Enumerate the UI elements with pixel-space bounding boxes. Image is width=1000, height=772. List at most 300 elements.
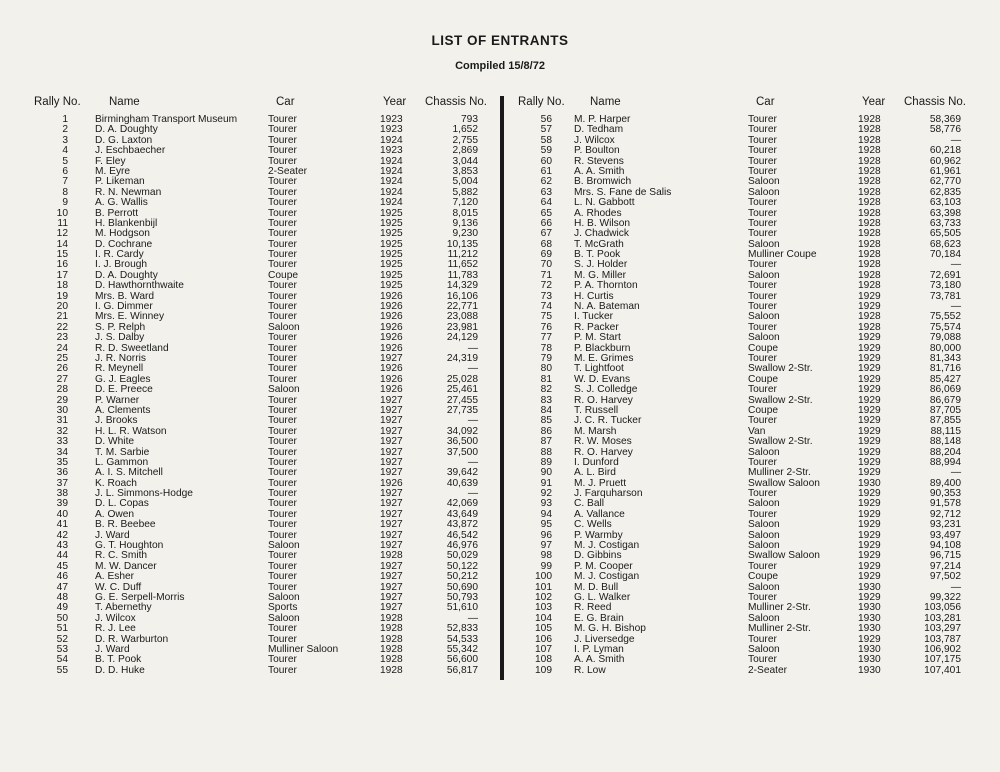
year-cell: 1927 (380, 456, 403, 468)
car-cell: Tourer (748, 134, 777, 146)
car-cell: Tourer (268, 436, 297, 448)
year-cell: 1928 (858, 176, 881, 188)
year-cell: 1929 (858, 446, 881, 458)
car-cell: Saloon (748, 446, 780, 458)
name-cell: G. L. Walker (574, 591, 631, 603)
rally-no-cell: 23 (56, 332, 68, 344)
year-cell: 1930 (858, 612, 881, 624)
rally-no-cell: 94 (540, 508, 552, 520)
name-cell: B. T. Pook (574, 249, 621, 261)
rally-no-cell: 73 (540, 290, 552, 302)
rally-no-cell: 86 (540, 425, 552, 437)
chassis-cell: 25,028 (446, 373, 478, 385)
car-cell: Tourer (268, 332, 297, 344)
name-cell: P. M. Start (574, 332, 621, 344)
rally-no-cell: 77 (540, 332, 552, 344)
rally-no-cell: 100 (535, 571, 552, 583)
name-cell: R. D. Sweetland (95, 342, 169, 354)
chassis-cell: 58,369 (929, 114, 961, 125)
car-cell: Tourer (748, 114, 777, 125)
car-cell: Tourer (268, 633, 297, 645)
name-cell: I. G. Dimmer (95, 301, 153, 313)
year-cell: 1924 (380, 186, 403, 198)
car-cell: Saloon (268, 384, 300, 396)
chassis-cell: 54,533 (446, 633, 478, 645)
rally-no-cell: 84 (540, 404, 552, 416)
name-cell: J. Liversedge (574, 633, 635, 645)
name-cell: M. J. Costigan (574, 540, 640, 552)
year-cell: 1929 (858, 394, 881, 406)
name-cell: P. A. Thornton (574, 280, 638, 292)
chassis-cell: 9,136 (452, 217, 478, 229)
year-cell: 1927 (380, 352, 403, 364)
chassis-cell: 86,069 (929, 384, 961, 396)
chassis-cell: 96,715 (929, 550, 961, 562)
rally-no-cell: 37 (56, 477, 68, 489)
car-cell: Swallow 2-Str. (748, 436, 813, 448)
car-cell: Sports (268, 602, 298, 614)
year-cell: 1928 (858, 311, 881, 323)
chassis-cell: 10,135 (446, 238, 478, 250)
year-cell: 1929 (858, 352, 881, 364)
chassis-cell: 23,981 (446, 321, 478, 333)
chassis-cell: 56,600 (446, 654, 478, 666)
car-cell: Tourer (748, 488, 777, 500)
chassis-cell: — (950, 467, 961, 479)
chassis-cell: 72,691 (929, 269, 961, 281)
name-cell: G. T. Houghton (95, 540, 164, 552)
chassis-cell: 16,106 (446, 290, 478, 302)
page-title: LIST OF ENTRANTS (431, 33, 569, 48)
car-cell: Saloon (748, 519, 780, 531)
rally-no-cell: 34 (56, 446, 68, 458)
rally-no-cell: 83 (540, 394, 552, 406)
name-cell: P. Warner (95, 394, 140, 406)
year-cell: 1927 (380, 591, 403, 603)
year-cell: 1925 (380, 238, 403, 250)
year-cell: 1928 (380, 654, 403, 666)
car-cell: Coupe (748, 373, 779, 385)
year-cell: 1926 (380, 384, 403, 396)
car-cell: Tourer (748, 384, 777, 396)
year-cell: 1929 (858, 488, 881, 500)
chassis-cell: 107,175 (924, 654, 961, 666)
chassis-cell: 50,793 (446, 591, 478, 603)
rally-no-cell: 43 (56, 540, 68, 552)
car-cell: Saloon (268, 612, 300, 624)
year-cell: 1929 (858, 519, 881, 531)
year-cell: 1927 (380, 467, 403, 479)
year-cell: 1928 (858, 124, 881, 136)
rally-no-cell: 30 (56, 404, 68, 416)
name-cell: Mrs. S. Fane de Salis (574, 186, 672, 198)
name-cell: W. D. Evans (574, 373, 631, 385)
chassis-cell: 88,148 (929, 436, 961, 448)
chassis-cell: 52,833 (446, 623, 478, 635)
year-cell: 1923 (380, 124, 403, 136)
name-cell: S. P. Relph (95, 321, 146, 333)
name-cell: M. E. Grimes (574, 352, 634, 364)
rally-no-cell: 53 (56, 643, 68, 655)
name-cell: M. Marsh (574, 425, 617, 437)
rally-no-cell: 67 (540, 228, 552, 240)
year-cell: 1924 (380, 165, 403, 177)
name-cell: T. Abernethy (95, 602, 152, 614)
chassis-cell: 34,092 (446, 425, 478, 437)
chassis-cell: 50,122 (446, 560, 478, 572)
rally-no-cell: 12 (56, 228, 68, 240)
year-cell: 1929 (858, 363, 881, 375)
year-cell: 1927 (380, 394, 403, 406)
name-cell: R. Packer (574, 321, 619, 333)
rally-no-cell: 59 (540, 145, 552, 157)
chassis-cell: 46,976 (446, 540, 478, 552)
rally-no-cell: 96 (540, 529, 552, 541)
chassis-cell: 24,319 (446, 352, 478, 364)
chassis-cell: 43,649 (446, 508, 478, 520)
year-cell: 1928 (380, 550, 403, 562)
name-cell: M. W. Dancer (95, 560, 157, 572)
chassis-cell: 5,004 (452, 176, 478, 188)
rally-no-cell: 82 (540, 384, 552, 396)
chassis-cell: 46,542 (446, 529, 478, 541)
year-cell: 1924 (380, 197, 403, 209)
rally-no-cell: 107 (535, 643, 552, 655)
year-cell: 1929 (858, 332, 881, 344)
year-cell: 1930 (858, 581, 881, 593)
car-cell: Tourer (268, 311, 297, 323)
car-cell: Tourer (268, 446, 297, 458)
chassis-cell: 73,781 (929, 290, 961, 302)
car-cell: Swallow Saloon (748, 477, 820, 489)
rally-no-cell: 109 (535, 664, 552, 676)
chassis-cell: — (467, 415, 478, 427)
rally-no-cell: 92 (540, 488, 552, 500)
car-cell: Tourer (268, 114, 297, 125)
car-cell: Tourer (748, 228, 777, 240)
chassis-cell: 50,029 (446, 550, 478, 562)
year-cell: 1926 (380, 363, 403, 375)
header-year: Year (383, 96, 407, 108)
car-cell: Tourer (268, 290, 297, 302)
chassis-cell: 40,639 (446, 477, 478, 489)
name-cell: J. Wilcox (95, 612, 136, 624)
name-cell: J. Wilcox (574, 134, 615, 146)
year-cell: 1929 (858, 415, 881, 427)
year-cell: 1927 (380, 404, 403, 416)
year-cell: 1929 (858, 425, 881, 437)
chassis-cell: 63,103 (929, 197, 961, 209)
name-cell: T. M. Sarbie (95, 446, 150, 458)
name-cell: M. Eyre (95, 165, 131, 177)
car-cell: Saloon (748, 311, 780, 323)
rally-no-cell: 104 (535, 612, 552, 624)
car-cell: Tourer (268, 488, 297, 500)
car-cell: Tourer (268, 280, 297, 292)
year-cell: 1929 (858, 571, 881, 583)
year-cell: 1927 (380, 540, 403, 552)
year-cell: 1926 (380, 477, 403, 489)
chassis-cell: 43,872 (446, 519, 478, 531)
year-cell: 1926 (380, 311, 403, 323)
rally-no-cell: 50 (56, 612, 68, 624)
name-cell: R. O. Harvey (574, 394, 633, 406)
rally-no-cell: 8 (62, 186, 68, 198)
header-rally-no: Rally No. (34, 96, 81, 108)
name-cell: D. Gibbins (574, 550, 622, 562)
year-cell: 1929 (858, 373, 881, 385)
name-cell: P. M. Cooper (574, 560, 633, 572)
year-cell: 1927 (380, 425, 403, 437)
name-cell: A. L. Bird (574, 467, 616, 479)
rally-no-cell: 99 (540, 560, 552, 572)
rally-no-cell: 60 (540, 155, 552, 167)
car-cell: Mulliner 2-Str. (748, 602, 811, 614)
rally-no-cell: 70 (540, 259, 552, 271)
year-cell: 1924 (380, 134, 403, 146)
name-cell: W. C. Duff (95, 581, 142, 593)
rally-no-cell: 85 (540, 415, 552, 427)
name-cell: M. Hodgson (95, 228, 150, 240)
name-cell: P. Likeman (95, 176, 145, 188)
car-cell: Tourer (268, 217, 297, 229)
car-cell: Saloon (268, 540, 300, 552)
year-cell: 1929 (858, 498, 881, 510)
name-cell: A. I. S. Mitchell (95, 467, 163, 479)
car-cell: Tourer (748, 321, 777, 333)
rally-no-cell: 5 (62, 155, 68, 167)
year-cell: 1930 (858, 643, 881, 655)
year-cell: 1928 (380, 643, 403, 655)
rally-no-cell: 33 (56, 436, 68, 448)
rally-no-cell: 89 (540, 456, 552, 468)
name-cell: D. D. Huke (95, 664, 145, 676)
name-cell: Mrs. E. Winney (95, 311, 165, 323)
rally-no-cell: 35 (56, 456, 68, 468)
rally-no-cell: 46 (56, 571, 68, 583)
name-cell: A. Rhodes (574, 207, 622, 219)
name-cell: A. A. Smith (574, 654, 625, 666)
car-cell: Coupe (748, 404, 779, 416)
year-cell: 1929 (858, 436, 881, 448)
rally-no-cell: 36 (56, 467, 68, 479)
car-cell: 2-Seater (268, 165, 308, 177)
page-subtitle: Compiled 15/8/72 (455, 60, 545, 72)
rally-no-cell: 101 (535, 581, 552, 593)
name-cell: M. P. Harper (574, 114, 631, 125)
rally-no-cell: 48 (56, 591, 68, 603)
name-cell: H. B. Wilson (574, 217, 631, 229)
rally-no-cell: 32 (56, 425, 68, 437)
chassis-cell: 81,343 (929, 352, 961, 364)
chassis-cell: — (950, 259, 961, 271)
rally-no-cell: 71 (540, 269, 552, 281)
rally-no-cell: 87 (540, 436, 552, 448)
rally-no-cell: 18 (56, 280, 68, 292)
year-cell: 1925 (380, 217, 403, 229)
car-cell: Tourer (268, 529, 297, 541)
rally-no-cell: 31 (56, 415, 68, 427)
name-cell: F. Eley (95, 155, 126, 167)
rally-no-cell: 1 (62, 114, 68, 125)
car-cell: Tourer (268, 498, 297, 510)
rally-no-cell: 62 (540, 176, 552, 188)
rally-no-cell: 26 (56, 363, 68, 375)
chassis-cell: 60,962 (929, 155, 961, 167)
chassis-cell: 79,088 (929, 332, 961, 344)
car-cell: Saloon (748, 529, 780, 541)
year-cell: 1929 (858, 456, 881, 468)
rally-no-cell: 97 (540, 540, 552, 552)
name-cell: M. D. Bull (574, 581, 619, 593)
chassis-cell: 37,500 (446, 446, 478, 458)
car-cell: Tourer (268, 259, 297, 271)
car-cell: Tourer (748, 560, 777, 572)
year-cell: 1929 (858, 467, 881, 479)
car-cell: Tourer (748, 301, 777, 313)
year-cell: 1927 (380, 498, 403, 510)
car-cell: Tourer (268, 301, 297, 313)
name-cell: N. A. Bateman (574, 301, 640, 313)
header-year: Year (862, 96, 886, 108)
name-cell: R. Meynell (95, 363, 144, 375)
year-cell: 1927 (380, 529, 403, 541)
chassis-cell: 2,869 (452, 145, 478, 157)
rally-no-cell: 2 (62, 124, 68, 136)
rally-no-cell: 58 (540, 134, 552, 146)
chassis-cell: 14,329 (446, 280, 478, 292)
chassis-cell: 107,401 (924, 664, 961, 676)
year-cell: 1928 (858, 155, 881, 167)
chassis-cell: 73,180 (929, 280, 961, 292)
year-cell: 1925 (380, 259, 403, 271)
car-cell: Tourer (268, 249, 297, 261)
name-cell: R. Stevens (574, 155, 624, 167)
year-cell: 1930 (858, 602, 881, 614)
rally-no-cell: 3 (62, 134, 68, 146)
chassis-cell: 92,712 (929, 508, 961, 520)
car-cell: Tourer (268, 186, 297, 198)
name-cell: E. G. Brain (574, 612, 624, 624)
name-cell: J. L. Simmons-Hodge (95, 488, 193, 500)
year-cell: 1928 (858, 249, 881, 261)
rally-no-cell: 102 (535, 591, 552, 603)
rally-no-cell: 44 (56, 550, 68, 562)
rally-no-cell: 24 (56, 342, 68, 354)
rally-no-cell: 78 (540, 342, 552, 354)
rally-no-cell: 54 (56, 654, 68, 666)
year-cell: 1928 (380, 623, 403, 635)
rally-no-cell: 41 (56, 519, 68, 531)
chassis-cell: 8,015 (452, 207, 478, 219)
name-cell: B. R. Beebee (95, 519, 156, 531)
car-cell: Saloon (268, 321, 300, 333)
car-cell: Tourer (268, 373, 297, 385)
rally-no-cell: 22 (56, 321, 68, 333)
year-cell: 1928 (858, 134, 881, 146)
name-cell: D. White (95, 436, 135, 448)
chassis-cell: — (467, 363, 478, 375)
name-cell: J. S. Dalby (95, 332, 145, 344)
chassis-cell: 103,297 (924, 623, 961, 635)
car-cell: Tourer (748, 415, 777, 427)
name-cell: H. Curtis (574, 290, 614, 302)
chassis-cell: 80,000 (929, 342, 961, 354)
year-cell: 1927 (380, 602, 403, 614)
header-car: Car (276, 96, 295, 108)
chassis-cell: 89,400 (929, 477, 961, 489)
year-cell: 1930 (858, 664, 881, 676)
name-cell: K. Roach (95, 477, 137, 489)
chassis-cell: 51,610 (446, 602, 478, 614)
chassis-cell: 24,129 (446, 332, 478, 344)
car-cell: Tourer (748, 145, 777, 157)
car-cell: Swallow Saloon (748, 550, 820, 562)
car-cell: Tourer (748, 197, 777, 209)
chassis-cell: 2,755 (452, 134, 478, 146)
year-cell: 1929 (858, 508, 881, 520)
name-cell: D. Tedham (574, 124, 624, 136)
rally-no-cell: 17 (56, 269, 68, 281)
year-cell: 1923 (380, 114, 403, 125)
car-cell: Mulliner Coupe (748, 249, 817, 261)
chassis-cell: 23,088 (446, 311, 478, 323)
year-cell: 1928 (858, 217, 881, 229)
name-cell: R. J. Lee (95, 623, 136, 635)
rally-no-cell: 98 (540, 550, 552, 562)
name-cell: M. G. Miller (574, 269, 627, 281)
rally-no-cell: 93 (540, 498, 552, 510)
year-cell: 1927 (380, 581, 403, 593)
car-cell: Tourer (268, 228, 297, 240)
year-cell: 1926 (380, 301, 403, 313)
name-cell: H. L. R. Watson (95, 425, 167, 437)
name-cell: A. A. Smith (574, 165, 625, 177)
name-cell: I. P. Lyman (574, 643, 624, 655)
car-cell: Tourer (748, 207, 777, 219)
year-cell: 1929 (858, 591, 881, 603)
name-cell: T. McGrath (574, 238, 624, 250)
car-cell: Tourer (268, 456, 297, 468)
chassis-cell: 27,455 (446, 394, 478, 406)
rally-no-cell: 66 (540, 217, 552, 229)
header-name: Name (109, 96, 140, 108)
chassis-cell: 90,353 (929, 488, 961, 500)
chassis-cell: 793 (461, 114, 478, 125)
rally-no-cell: 63 (540, 186, 552, 198)
chassis-cell: 11,783 (447, 269, 478, 281)
car-cell: Tourer (268, 664, 297, 676)
year-cell: 1929 (858, 529, 881, 541)
rally-no-cell: 52 (56, 633, 68, 645)
chassis-cell: — (950, 134, 961, 146)
car-cell: Saloon (268, 591, 300, 603)
year-cell: 1928 (858, 280, 881, 292)
chassis-cell: 55,342 (446, 643, 478, 655)
chassis-cell: 7,120 (452, 197, 478, 209)
car-cell: Tourer (268, 519, 297, 531)
chassis-cell: 103,056 (924, 602, 961, 614)
car-cell: Tourer (268, 404, 297, 416)
chassis-cell: 50,690 (446, 581, 478, 593)
name-cell: B. Bromwich (574, 176, 632, 188)
car-cell: Tourer (268, 176, 297, 188)
name-cell: T. Russell (574, 404, 619, 416)
name-cell: P. Blackburn (574, 342, 631, 354)
name-cell: A. Vallance (574, 508, 625, 520)
rally-no-cell: 108 (535, 654, 552, 666)
name-cell: M. J. Pruett (574, 477, 627, 489)
